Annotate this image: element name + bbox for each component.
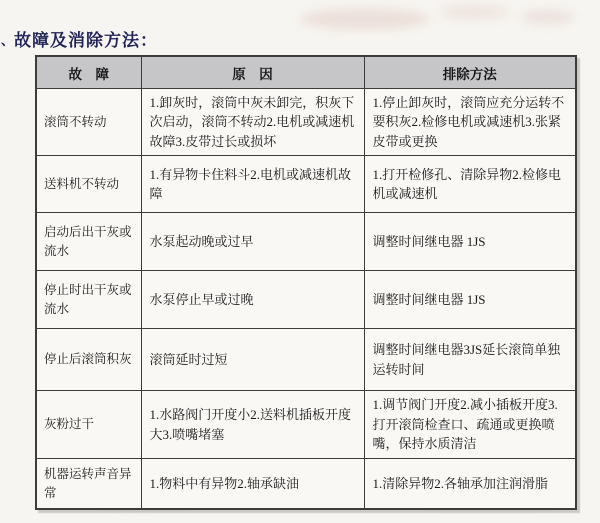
table-row [36, 271, 576, 329]
cause-cell: 水泵停止早或过晚 [141, 271, 364, 329]
remedy-cell: 1.清除异物2.各轴承加注润滑脂 [364, 459, 576, 510]
remedy-cell: 1.调节阀门开度2.减小插板开度3.打开滚筒检查口、疏通或更换喷嘴，保持水质清洁 [364, 391, 576, 459]
table-row [36, 391, 576, 459]
remedy-cell: 调整时间继电器3JS延长滚筒单独运转时间 [364, 329, 576, 391]
cause-cell: 1.卸灰时，滚筒中灰未卸完，积灰下次启动，滚筒不转动2.电机或减速机故障3.皮带过长或损坏 [141, 89, 364, 156]
remedy-cell: 1.打开检修孔、清除异物2.检修电机或减速机 [364, 156, 576, 213]
fault-troubleshooting-table [35, 55, 577, 510]
fault-cell: 启动后出干灰或流水 [36, 213, 141, 271]
fault-cell: 送料机不转动 [36, 156, 141, 213]
remedy-cell: 调整时间继电器 1JS [364, 213, 576, 271]
remedy-cell: 调整时间继电器 1JS [364, 271, 576, 329]
cause-cell: 滚筒延时过短 [141, 329, 364, 391]
paper-smudge [520, 10, 575, 24]
cause-cell: 水泵起动晚或过早 [141, 213, 364, 271]
cause-cell: 1.水路阀门开度小2.送料机插板开度大3.喷嘴堵塞 [141, 391, 364, 459]
paper-smudge [440, 4, 510, 20]
fault-cell: 停止时出干灰或流水 [36, 271, 141, 329]
cause-cell: 1.有异物卡住料斗2.电机或减速机故障 [141, 156, 364, 213]
table-row [36, 459, 576, 510]
table-row [36, 156, 576, 213]
list-item-marker: 、 [1, 33, 15, 48]
page-title: 故障及消除方法： [14, 31, 158, 50]
table-row [36, 89, 576, 156]
table-header-row [36, 56, 576, 89]
cause-cell: 1.物料中有异物2.轴承缺油 [141, 459, 364, 510]
remedy-cell: 1.停止卸灰时，滚筒应充分运转不要积灰2.检修电机或减速机3.张紧皮带或更换 [364, 89, 576, 156]
fault-cell: 灰粉过干 [36, 391, 141, 459]
header-fault: 故 障 [36, 56, 141, 89]
fault-cell: 滚筒不转动 [36, 89, 141, 156]
header-remedy: 排除方法 [364, 56, 576, 89]
header-cause: 原 因 [141, 56, 364, 89]
table-row [36, 329, 576, 391]
table-row [36, 213, 576, 271]
fault-cell: 停止后滚筒积灰 [36, 329, 141, 391]
paper-smudge [300, 8, 430, 30]
fault-cell: 机器运转声音异常 [36, 459, 141, 510]
